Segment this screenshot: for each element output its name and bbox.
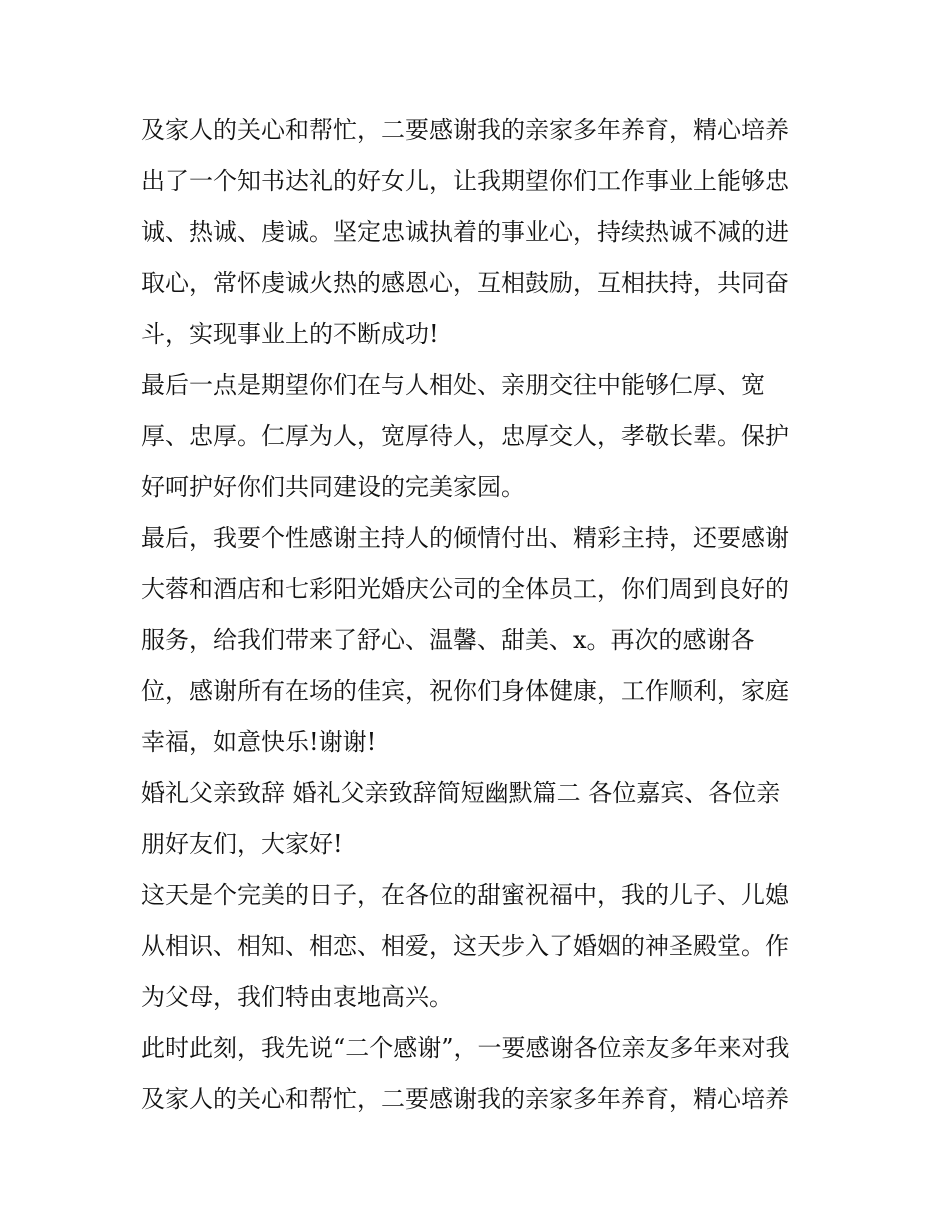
text-line: 好呵护好你们共同建设的完美家园。	[141, 473, 525, 501]
text-line: 这天是个完美的日子，在各位的甜蜜祝福中，我的儿子、儿媳	[141, 881, 789, 909]
text-line: 朋好友们，大家好!	[141, 830, 343, 858]
text-line: 厚、忠厚。仁厚为人，宽厚待人，忠厚交人，孝敬长辈。保护	[141, 422, 789, 450]
text-line: 及家人的关心和帮忙，二要感谢我的亲家多年养育，精心培养	[141, 116, 789, 144]
text-line: 婚礼父亲致辞 婚礼父亲致辞简短幽默篇二 各位嘉宾、各位亲	[141, 779, 781, 807]
text-line: 取心，常怀虔诚火热的感恩心，互相鼓励，互相扶持，共同奋	[141, 269, 789, 297]
text-line: 最后一点是期望你们在与人相处、亲朋交往中能够仁厚、宽	[141, 371, 765, 399]
text-line: 从相识、相知、相恋、相爱，这天步入了婚姻的神圣殿堂。作	[141, 932, 789, 960]
speech-text	[141, 105, 821, 1125]
text-line: 为父母，我们特由衷地高兴。	[141, 983, 453, 1011]
text-line: 此时此刻，我先说“二个感谢”，一要感谢各位亲友多年来对我	[141, 1034, 790, 1062]
text-line: 幸福，如意快乐!谢谢!	[141, 728, 377, 756]
text-line: 最后，我要个性感谢主持人的倾情付出、精彩主持，还要感谢	[141, 524, 789, 552]
text-line: 诚、热诚、虔诚。坚定忠诚执着的事业心，持续热诚不减的进	[141, 218, 789, 246]
text-line: 服务，给我们带来了舒心、温馨、甜美、x。再次的感谢各	[141, 626, 755, 654]
text-line: 位，感谢所有在场的佳宾，祝你们身体健康，工作顺利，家庭	[141, 677, 789, 705]
text-line: 及家人的关心和帮忙，二要感谢我的亲家多年养育，精心培养	[141, 1085, 789, 1113]
text-line: 斗，实现事业上的不断成功!	[141, 320, 439, 348]
text-line: 出了一个知书达礼的好女儿，让我期望你们工作事业上能够忠	[141, 167, 789, 195]
text-line: 大蓉和酒店和七彩阳光婚庆公司的全体员工，你们周到良好的	[141, 575, 789, 603]
